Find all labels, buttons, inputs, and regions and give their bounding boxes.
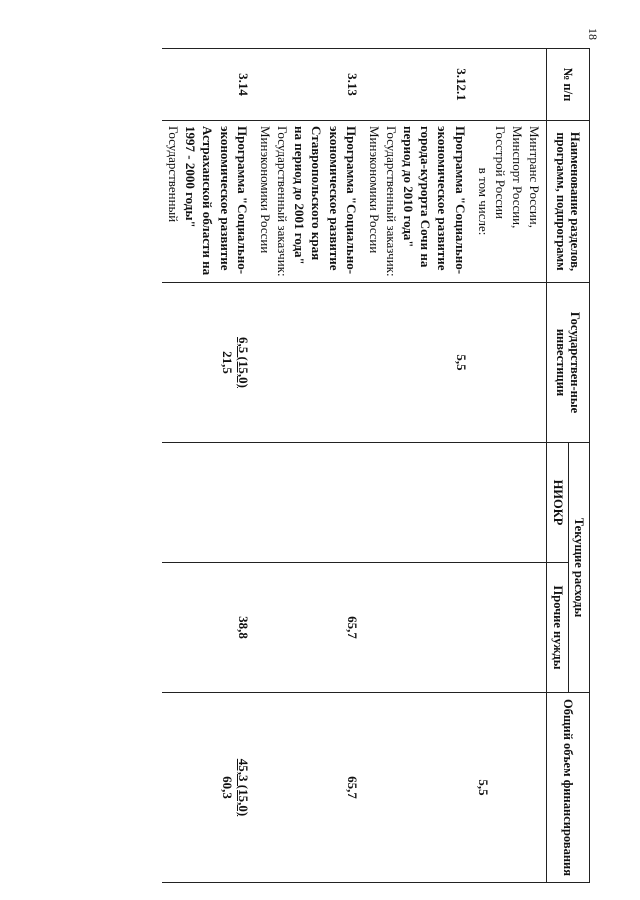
header-number: № п/п (547, 49, 590, 121)
program-title: Программа "Социально-экономическое развитие Астраханской области на 1997 - 2000 годы" (183, 126, 250, 276)
cell-niokr (162, 443, 254, 563)
cell-investments (254, 283, 363, 443)
cell-investments: 5,5 (363, 283, 472, 443)
table-row (363, 49, 472, 883)
cell-investments (472, 283, 547, 443)
including-label: в том числе: (475, 167, 491, 236)
header-investments: Государствен-ные инвестиции (547, 283, 590, 443)
investment-value-total: 21,5 (219, 351, 235, 374)
cell-number: 3.13 (254, 49, 363, 121)
cell-name (363, 121, 472, 283)
page-number: 18 (586, 28, 600, 40)
cell-total (162, 693, 254, 883)
header-other-needs: Прочие нужды (547, 563, 568, 693)
cell-total: 5,5 (472, 693, 547, 883)
cell-niokr (254, 443, 363, 563)
cell-niokr (363, 443, 472, 563)
cell-other-needs: 65,7 (254, 563, 363, 693)
cell-name (472, 121, 547, 283)
cell-other-needs (363, 563, 472, 693)
total-value: 45,3 (15,0) (235, 758, 251, 817)
cell-name (162, 121, 254, 283)
agency-line: Минтранс России, (527, 126, 543, 228)
header-total-financing: Общий объем финансирования (547, 693, 590, 883)
cell-number: 3.14 (162, 49, 254, 121)
cell-name (254, 121, 363, 283)
program-customer: Государственный заказчик: Минэкономики России (257, 126, 291, 277)
program-customer: Государственный заказчик: Минэкономики России (366, 126, 399, 277)
program-customer: Государственный (166, 126, 182, 223)
cell-niokr (472, 443, 547, 563)
agency-line: Минспорт России, (510, 126, 526, 229)
cell-total (363, 693, 472, 883)
cell-other-needs (472, 563, 547, 693)
table-row (254, 49, 363, 883)
cell-other-needs: 38,8 (162, 563, 254, 693)
program-title: Программа "Социально-экономическое развитие Ставропольского края на период до 2001 года" (292, 126, 359, 275)
cell-total: 65,7 (254, 693, 363, 883)
table-row (162, 49, 254, 883)
header-niokr: НИОКР (547, 443, 568, 563)
cell-number: 3.12.1 (363, 49, 472, 121)
total-value-sum: 60,3 (219, 776, 235, 799)
financing-table (162, 48, 590, 883)
agency-line: Госстрой России (492, 126, 508, 219)
header-name: Наименование разделов, программ, подпрограмм (547, 121, 590, 283)
cell-investments (162, 283, 254, 443)
table-row-intro (472, 49, 547, 883)
investment-value: 6,5 (15,0) (235, 337, 251, 388)
cell-number (472, 49, 547, 121)
header-current-expenses: Текущие расходы (568, 443, 589, 693)
program-title: Программа "Социально-экономическое развитие города-курорта Сочи на период до 2010 года" (401, 126, 468, 275)
